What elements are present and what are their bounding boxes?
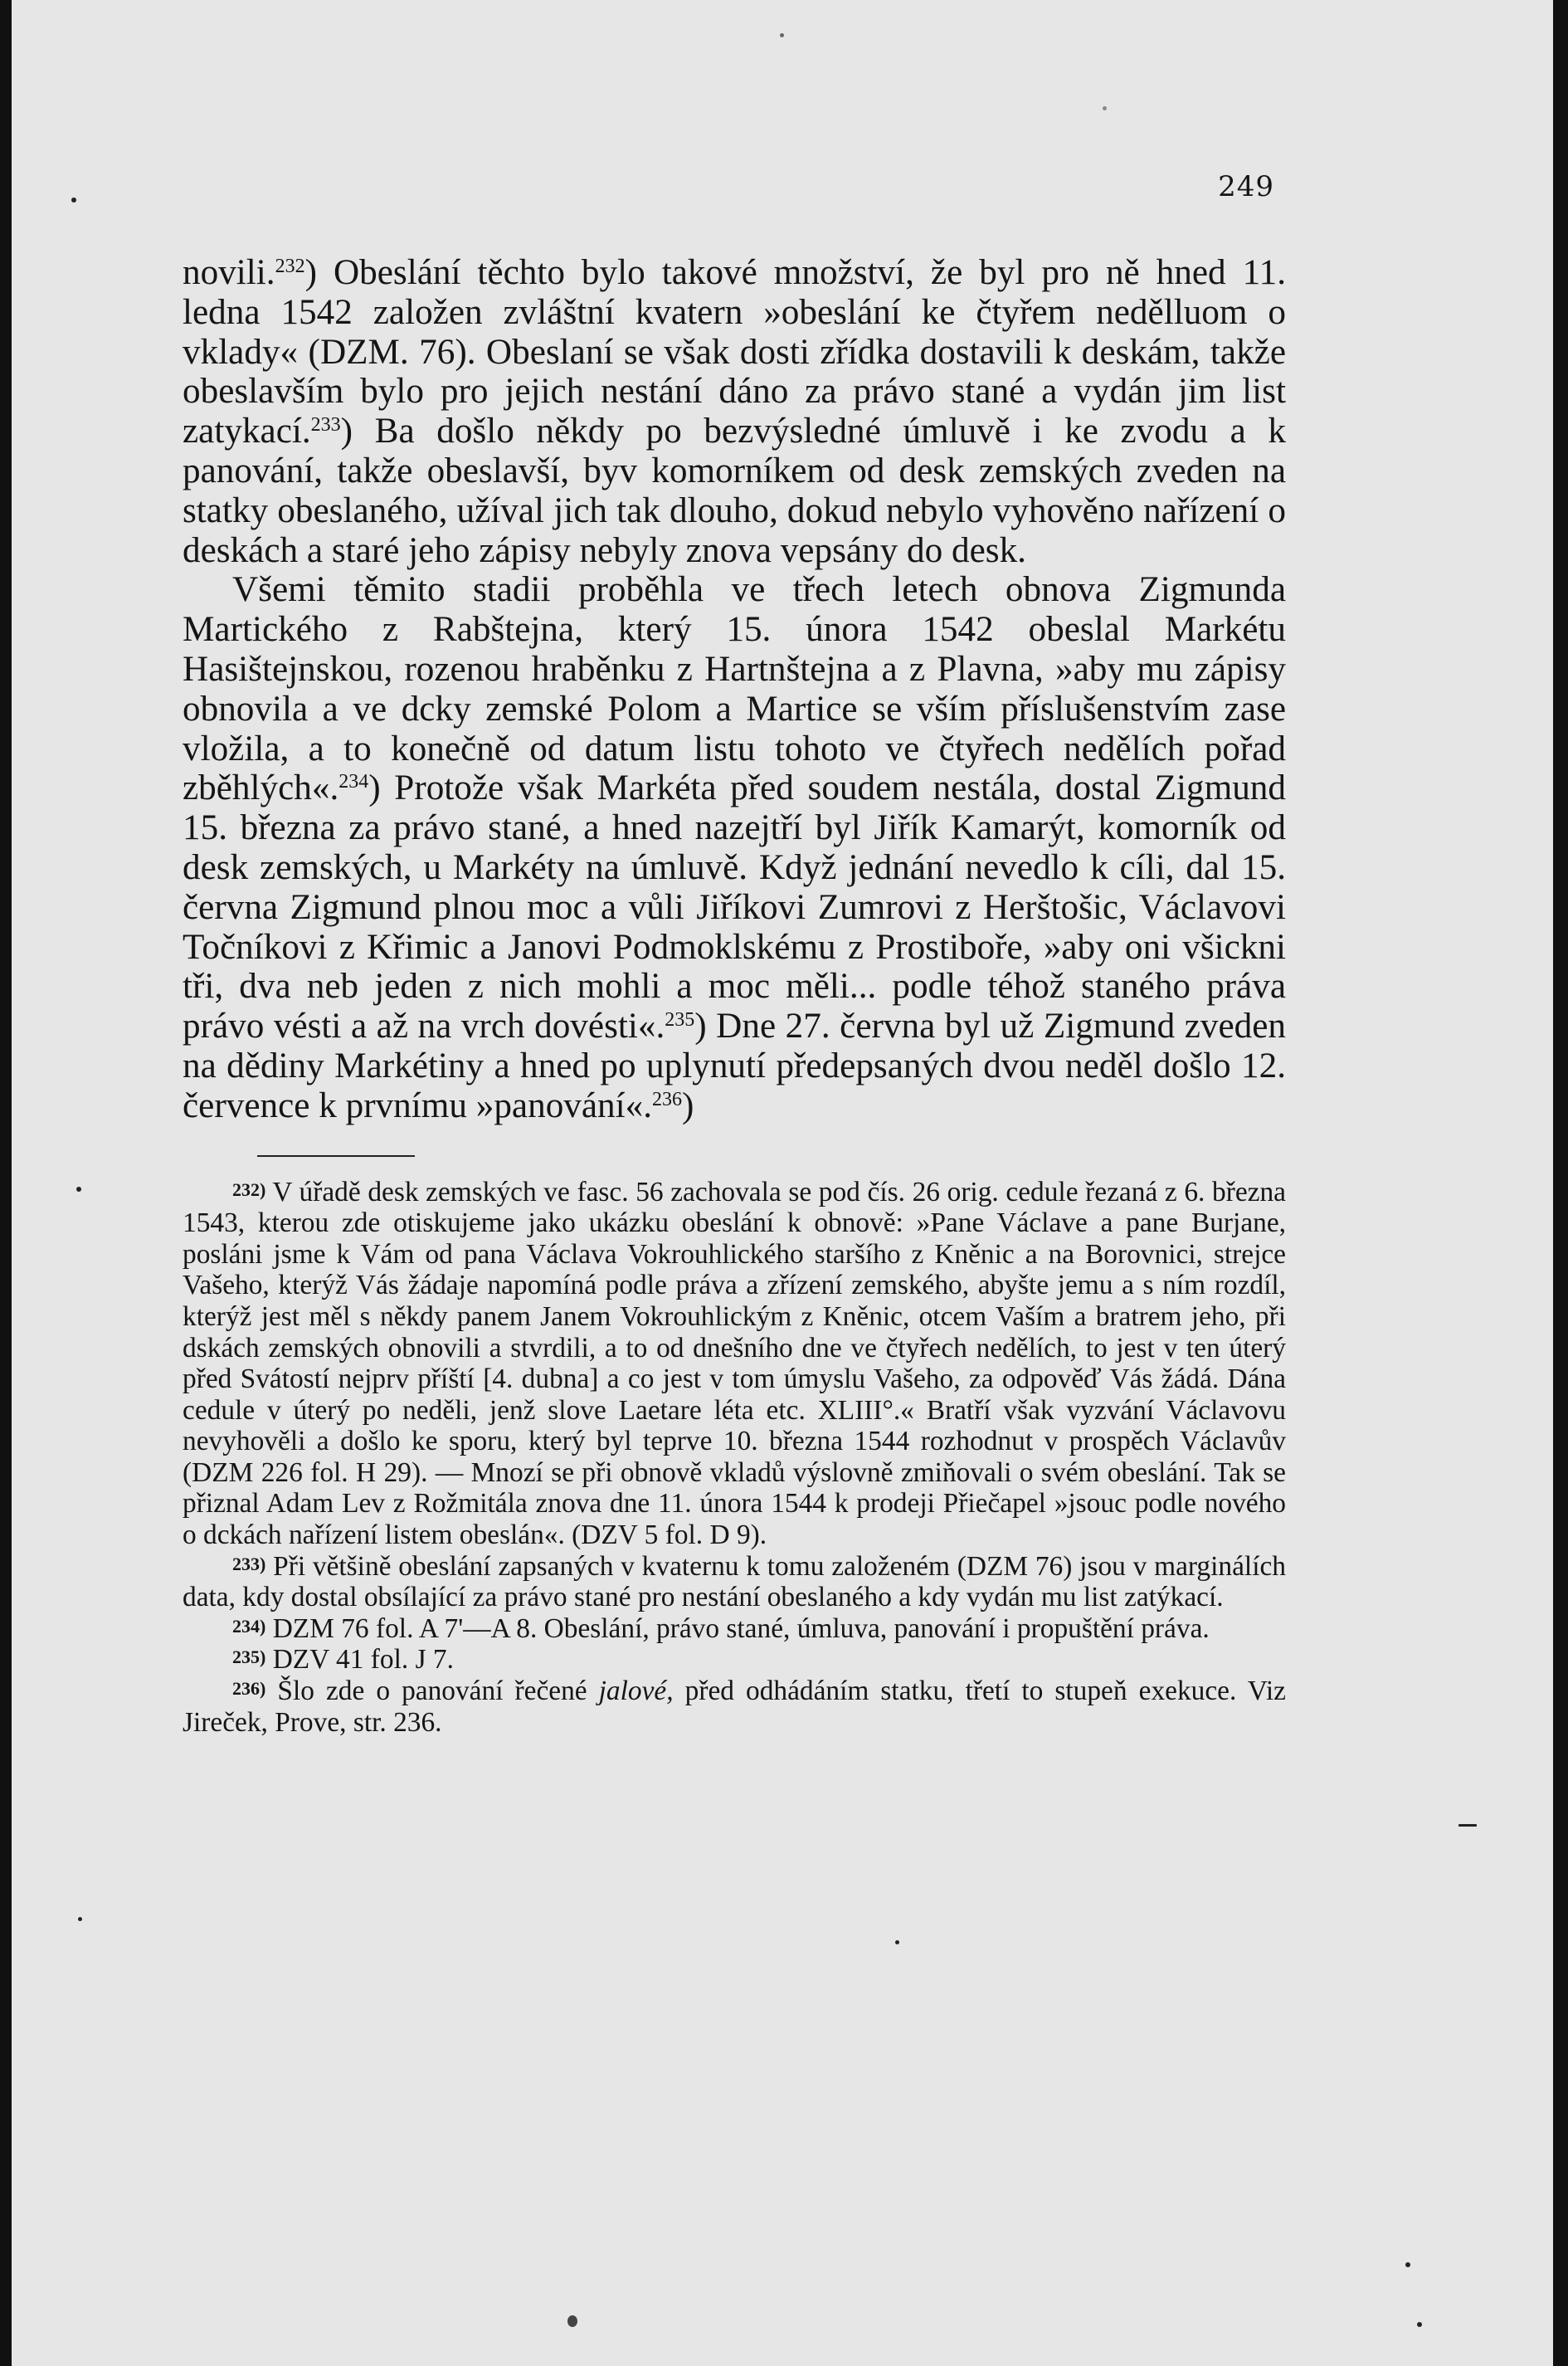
footnote-text: Při většině obeslání zapsaných v kvaternu k tomu založeném (DZM 76) jsou v marginálích data, kdy dostal obsílající za právo stané pro nestání obeslaného a kdy vydán mu list zatýkací. — [183, 1550, 1286, 1613]
footnote-ref-233[interactable]: 233 — [310, 414, 341, 437]
scan-speck — [780, 33, 784, 37]
footnote-235 — [183, 1644, 1286, 1676]
footnote-ref-232[interactable]: 232 — [275, 256, 305, 277]
footnote-text: V úřadě desk zemských ve fasc. 56 zachovala se pod čís. 26 orig. cedule řezaná z 6. března 1543, kterou zde otiskujeme jako ukázku obeslání k obnově: »Pane Václave a pane Burjane, posláni jsme k Vám od pana Václava Vokrouhlického staršího z Kněnic a na Borovnici, strejce Vašeho, kterýž Vás žádaje napomíná podle práva a zřízení zemského, abyšte jemu a s ním rozdíl, kterýž jest měl s někdy panem Janem Vokrouhlickým z Kněnic, otcem Vaším a bratrem jeho, při dskách zemských obnovili a stvrdili, a to od dnešního dne ve čtyřech nedělích, to jest v ten úterý před Svátostí nejprv příští [4. dubna] a co jest v tom úmyslu Vašeho, za odpověď Vás žádá. Dána cedule v úterý po neděli, jenž slove Laetare léta etc. XLIII°.« Bratří však vyzvání Václavovu nevyhověli a došlo ke sporu, který byl teprve 10. března 1544 rozhodnut v prospěch Václavův (DZM 226 fol. H 29). — Mnozí se při obnově vkladů výslovně zmiňovali o svém obeslání. Tak se přiznal Adam Lev z Rožmitála znova dne 11. února 1544 k prodeji Přiečapel »jsouc podle nového o dckách nařízení listem obeslán«. (DZV 5 fol. D 9). — [183, 1176, 1287, 1551]
footnote-mark: 236) — [232, 1678, 266, 1700]
footnote-text-before: Šlo zde o panování řečené — [277, 1676, 599, 1707]
scan-speck — [78, 1917, 82, 1921]
scan-speck — [71, 198, 76, 202]
page-number: 249 — [1218, 170, 1274, 203]
footnote-text: DZV 41 fol. J 7. — [272, 1644, 454, 1676]
scan-speck — [1103, 106, 1107, 110]
scan-speck — [895, 1940, 899, 1944]
footnote-mark: 235) — [232, 1646, 266, 1668]
footnotes — [183, 1177, 1286, 1739]
footnote-mark: 234) — [232, 1615, 266, 1637]
footnote-232 — [183, 1177, 1286, 1551]
paragraph-2: Všemi těmito stadii proběhla ve třech letech obnova Zigmunda Martického z Rabštejna, který 15. února 1542 obeslal Markétu Hasištejnskou, rozenou hraběnku z Hartnštejna a z Plavna, »aby mu zápisy obnovila a ve dcky zemské Polom a Martice se vším příslušenstvím zase vložila, a to konečně od datum listu tohoto ve čtyřech nedělích pořad zběhlých«.$^{234}$) Protože však Markéta před soudem nestála, dostal Zigmund 15. března za právo stané, a hned nazejtří byl Jiřík Kamarýt, komorník od desk zemských, u Markéty na úmluvě. Když jednání nevedlo k cíli, dal 15. června Zigmund plnou moc a vůli Jiříkovi Zumrovi z Herštošic, Václavovi Točníkovi z Křimic a Janovi Podmoklskému z Prostiboře, »aby oni všickni tři, dva neb jeden z nich mohli a moc měli... podle téhož staného práva právo vésti a až na vrch dovésti«.$^{235}$) Dne 27. června byl už Zigmund zveden na dědiny Markétiny a hned po uplynutí předepsaných dvou neděl došlo 12. července k prvnímu »panování«.$^{236}$) — [183, 570, 1286, 1125]
paragraph-1: novili.$^{232}$) Obeslání těchto bylo takové množství, že byl pro ně hned 11. ledna 1542 založen zvláštní kvatern »obeslání ke čtyřem nedělluom o vklady« (DZM. 76). Obeslaní se však dosti zřídka dostavili k deskám, takže obeslavším bylo pro jejich nestání dáno za právo stané a vydán jim list zatykací.$^{233}$) Ba došlo někdy po bezvýsledné úmluvě i ke zvodu a k panování, takže obeslavší, byv komorníkem od desk zemských zveden na statky obeslaného, užíval jich tak dlouho, dokud nebylo vyhověno nařízení o deskách a staré jeho zápisy nebyly znova vepsány do desk. — [183, 253, 1286, 570]
scan-speck — [1458, 1824, 1477, 1827]
book-page — [12, 0, 1553, 2366]
footnote-text: DZM 76 fol. A 7'—A 8. Obeslání, právo stané, úmluva, panování i propuštění práva. — [272, 1612, 1210, 1644]
footnote-234 — [183, 1613, 1286, 1645]
footnote-ref-236[interactable]: 236 — [652, 1088, 683, 1110]
footnote-divider — [257, 1155, 415, 1157]
scan-speck — [1405, 2262, 1410, 2267]
footnote-text-after: před odhádáním statku, třetí to stupeň exekuce. Viz Jireček, Prove, str. 236. — [183, 1676, 1286, 1738]
scan-speck — [567, 2315, 577, 2327]
footnote-233 — [183, 1551, 1286, 1613]
scan-speck — [1417, 2322, 1422, 2327]
footnote-italic-term: jalové, — [598, 1676, 674, 1707]
footnote-mark: 232) — [232, 1178, 266, 1200]
footnote-ref-234[interactable]: 234 — [338, 771, 369, 793]
footnote-ref-235[interactable]: 235 — [665, 1009, 695, 1032]
main-text — [183, 253, 1286, 1126]
footnote-236 — [183, 1676, 1286, 1738]
scan-speck — [76, 1187, 81, 1192]
footnote-mark: 233) — [232, 1553, 266, 1574]
text-column — [183, 253, 1286, 1738]
